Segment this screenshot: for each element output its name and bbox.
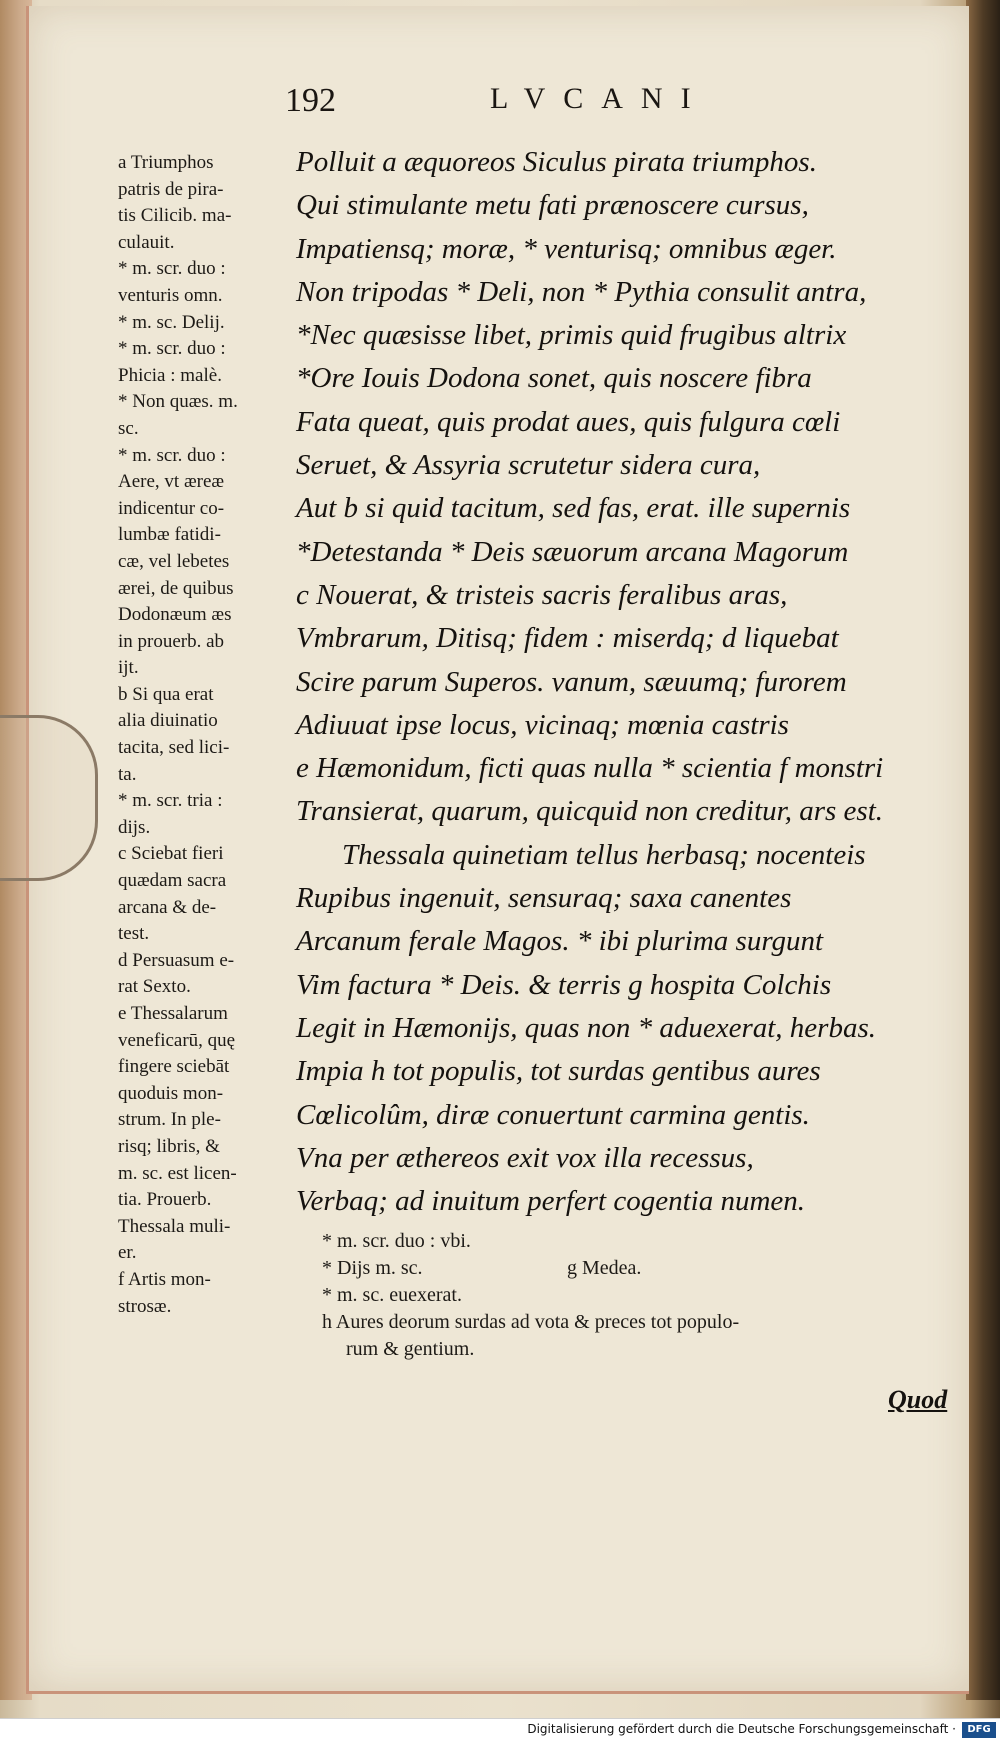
- margin-note-line: Thessala muli-: [118, 1215, 231, 1237]
- margin-note-line: * m. scr. duo :: [118, 258, 226, 280]
- margin-note-line: strum. In ple-: [118, 1109, 221, 1131]
- verse-line: Vna per æthereos exit vox illa recessus,: [296, 1141, 754, 1174]
- margin-note-line: veneficarū, quę: [118, 1029, 236, 1051]
- margin-note-line: tia. Prouerb.: [118, 1189, 212, 1211]
- margin-note-line: test.: [118, 923, 150, 945]
- verse-line: Transierat, quarum, quicquid non creditur, ars est.: [296, 795, 884, 828]
- margin-note-line: * m. sc. Delij.: [118, 311, 225, 333]
- footer-credit: Digitalisierung gefördert durch die Deutsche Forschungsgemeinschaft ·: [527, 1722, 956, 1736]
- margin-note-line: tis Cilicib. ma-: [118, 205, 232, 227]
- footnote-line: h Aures deorum surdas ad vota & preces tot populo-: [322, 1311, 740, 1333]
- margin-note-line: ta.: [118, 763, 137, 785]
- verse-line: Non tripodas * Deli, non * Pythia consulit antra,: [296, 275, 867, 308]
- verse-line: *Detestanda * Deis sæuorum arcana Magorum: [296, 535, 849, 568]
- verse-line: Rupibus ingenuit, sensuraq; saxa canentes: [296, 882, 792, 915]
- catchword: Quod: [888, 1385, 948, 1414]
- verse-line: Vim factura * Deis. & terris g hospita Colchis: [296, 968, 832, 1001]
- footnote-line: * m. scr. duo : vbi.: [322, 1230, 471, 1252]
- margin-note-line: f Artis mon-: [118, 1268, 211, 1290]
- verse-line: Fata queat, quis prodat aues, quis fulgura cœli: [296, 405, 841, 438]
- verse-line: Adiuuat ipse locus, vicinaq; mœnia castris: [296, 708, 789, 741]
- margin-note-line: a Triumphos: [118, 152, 214, 173]
- verse-line: Legit in Hæmonijs, quas non * aduexerat, herbas.: [296, 1011, 876, 1044]
- verse-line: Arcanum ferale Magos. * ibi plurima surgunt: [296, 925, 824, 958]
- page-number: 192: [285, 82, 336, 119]
- margin-notes: [118, 150, 296, 1320]
- margin-note-line: Dodonæum æs: [118, 604, 232, 626]
- margin-note-line: quoduis mon-: [118, 1082, 224, 1104]
- verse-line: e Hæmonidum, ficti quas nulla * scientia f monstri: [296, 752, 884, 785]
- book-fore-edge: [966, 0, 1000, 1700]
- margin-note-line: culauit.: [118, 231, 175, 253]
- footnotes: [322, 1228, 962, 1363]
- footnote-g: g Medea.: [567, 1257, 642, 1279]
- digitization-footer: [0, 1718, 1000, 1742]
- margin-note-line: risq; libris, &: [118, 1135, 220, 1157]
- footnote-line: rum & gentium.: [346, 1338, 475, 1360]
- margin-note-line: ærei, de quibus: [118, 577, 234, 599]
- margin-note-line: alia diuinatio: [118, 710, 218, 732]
- verse-line: Impia h tot populis, tot surdas gentibus aures: [296, 1055, 821, 1088]
- verse-line: c Nouerat, & tristeis sacris feralibus aras,: [296, 578, 788, 611]
- margin-note-line: venturis omn.: [118, 284, 223, 306]
- margin-note-line: * m. scr. duo :: [118, 444, 226, 466]
- margin-note-line: m. sc. est licen-: [118, 1162, 237, 1184]
- margin-note-line: patris de pira-: [118, 178, 224, 200]
- running-title: LVCANI: [490, 82, 709, 115]
- page-clasp-shadow: [0, 715, 98, 881]
- verse-line: Polluit a æquoreos Siculus pirata triumphos.: [296, 146, 817, 178]
- margin-note-line: dijs.: [118, 816, 151, 838]
- footnote-line: * m. sc. euexerat.: [322, 1284, 462, 1306]
- verse-line: Vmbrarum, Ditisq; fidem : miserdq; d liquebat: [296, 622, 839, 655]
- margin-note-line: indicentur co-: [118, 497, 225, 519]
- margin-note-line: c Sciebat fieri: [118, 843, 224, 865]
- verse-line: Cœlicolûm, diræ conuertunt carmina gentis.: [296, 1098, 810, 1131]
- margin-note-line: b Si qua erat: [118, 683, 214, 705]
- margin-note-line: arcana & de-: [118, 896, 217, 918]
- verse-line: Scire parum Superos. vanum, sæuumq; furorem: [296, 665, 847, 698]
- verse-line: *Ore Iouis Dodona sonet, quis noscere fibra: [296, 362, 812, 395]
- margin-note-line: er.: [118, 1242, 137, 1264]
- margin-note-line: quædam sacra: [118, 870, 227, 892]
- verse-line: Impatiensq; moræ, * venturisq; omnibus æger.: [296, 232, 837, 265]
- page-header: [285, 82, 785, 122]
- verse-line: Qui stimulante metu fati prænoscere cursus,: [296, 189, 809, 222]
- margin-note-line: Aere, vt æreæ: [118, 471, 225, 493]
- margin-note-line: * m. scr. duo :: [118, 338, 226, 360]
- verse-text: [296, 141, 966, 1223]
- margin-note-line: ijt.: [118, 657, 139, 679]
- margin-note-line: fingere sciebāt: [118, 1056, 230, 1078]
- margin-note-line: Phicia : malè.: [118, 364, 222, 386]
- margin-note-line: * Non quæs. m.: [118, 391, 238, 413]
- margin-note-line: e Thessalarum: [118, 1003, 228, 1024]
- margin-note-line: in prouerb. ab: [118, 630, 225, 652]
- verse-line: Thessala quinetiam tellus herbasq; nocenteis: [342, 838, 866, 871]
- margin-note-line: tacita, sed lici-: [118, 737, 230, 759]
- verse-line: Seruet, & Assyria scrutetur sidera cura,: [296, 449, 761, 482]
- verse-line: *Nec quæsisse libet, primis quid frugibus altrix: [296, 319, 847, 352]
- verse-line: Verbaq; ad inuitum perfert cogentia numen.: [296, 1185, 806, 1218]
- margin-note-line: d Persuasum e-: [118, 949, 235, 971]
- margin-note-line: lumbæ fatidi-: [118, 524, 221, 546]
- margin-note-line: cæ, vel lebetes: [118, 550, 230, 572]
- margin-note-line: rat Sexto.: [118, 976, 191, 998]
- margin-note-line: sc.: [118, 417, 139, 439]
- footnote-line: * Dijs m. sc.: [322, 1257, 423, 1279]
- dfg-logo-icon: DFG: [962, 1722, 996, 1738]
- verse-line: Aut b si quid tacitum, sed fas, erat. ille supernis: [296, 492, 851, 525]
- margin-note-line: strosæ.: [118, 1295, 172, 1317]
- margin-note-line: * m. scr. tria :: [118, 790, 223, 812]
